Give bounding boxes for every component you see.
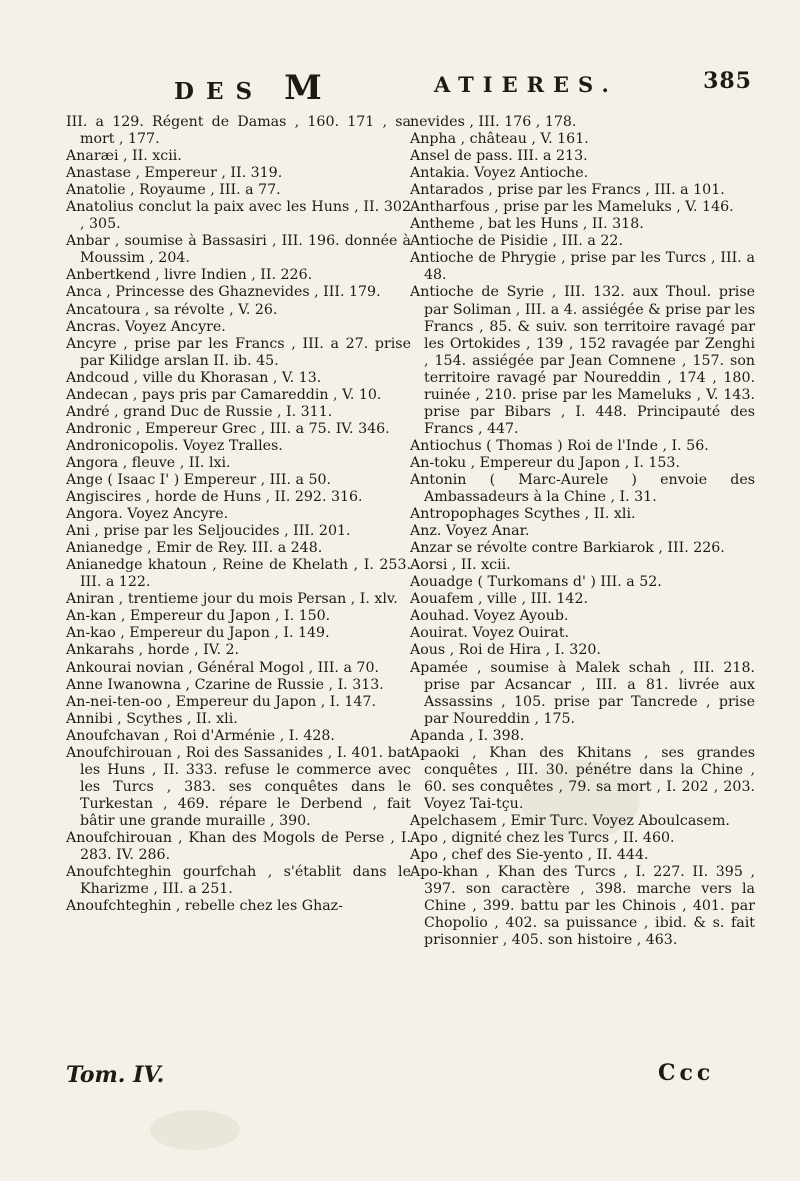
index-entry: Apo-khan , Khan des Turcs , I. 227. II. 395 , 397. son caractère , 398. marche vers la Chine , 399. battu par les Chinois , 401. par Chopolio , 402. sa puissance , ibid. & s. fait prisonnier , 405. son histoire , 463. <box>410 864 755 949</box>
index-entry: Aouafem , ville , III. 142. <box>410 591 588 608</box>
index-column-left <box>66 114 411 915</box>
index-entry: Ancras. Voyez Ancyre. <box>66 318 226 335</box>
index-entry: Anaræi , II. xcii. <box>66 148 182 165</box>
index-entry: Ankarahs , horde , IV. 2. <box>66 642 240 659</box>
index-entry: André , grand Duc de Russie , I. 311. <box>66 403 333 420</box>
index-entry: Aouadge ( Turkomans d' ) III. a 52. <box>410 574 662 591</box>
index-entry: Andronic , Empereur Grec , III. a 75. IV. 346. <box>66 420 390 437</box>
index-entry: Anca , Princesse des Ghaznevides , III. 179. <box>66 284 381 301</box>
index-entry: Angora , fleuve , II. lxi. <box>66 454 231 471</box>
index-entry: Antioche de Pisidie , III. a 22. <box>410 233 623 250</box>
index-entry: Anzar se révolte contre Barkiarok , III. 226. <box>410 540 725 557</box>
index-entry: Andcoud , ville du Khorasan , V. 13. <box>66 369 322 386</box>
index-entry: Ancatoura , sa révolte , V. 26. <box>66 301 278 318</box>
index-entry: Andronicopolis. Voyez Tralles. <box>66 437 283 454</box>
index-entry: Anianedge khatoun , Reine de Khelath , I. 253. III. a 122. <box>66 557 411 591</box>
paper-stain <box>150 1110 240 1150</box>
index-entry: Anoufchavan , Roi d'Arménie , I. 428. <box>66 727 335 744</box>
index-entry: Antheme , bat les Huns , II. 318. <box>410 216 644 233</box>
index-entry: III. a 129. Régent de Damas , 160. 171 , sa mort , 177. <box>66 114 411 148</box>
index-entry: Ange ( Isaac I' ) Empereur , III. a 50. <box>66 471 332 488</box>
running-header <box>52 68 752 108</box>
index-entry: Anbar , soumise à Bassasiri , III. 196. donnée à Moussim , 204. <box>66 233 411 267</box>
header-left <box>174 68 322 108</box>
index-entry: Anbertkend , livre Indien , II. 226. <box>66 267 313 284</box>
index-entry: Anatolie , Royaume , III. a 77. <box>66 182 281 199</box>
index-entry: Annibi , Scythes , II. xli. <box>66 710 238 727</box>
index-entry: Anoufchteghin , rebelle chez les Ghaz- <box>66 898 343 915</box>
index-entry: Antioche de Phrygie , prise par les Turcs , III. a 48. <box>410 250 755 284</box>
index-entry: Ancyre , prise par les Francs , III. a 27. prise par Kilidge arslan II. ib. 45. <box>66 335 411 369</box>
index-entry: Angiscires , horde de Huns , II. 292. 316. <box>66 489 363 506</box>
index-entry: Aniran , trentieme jour du mois Persan , I. xlv. <box>66 591 398 608</box>
header-right-text: ATIERES. <box>434 72 618 97</box>
index-entry: Apo , chef des Sie-yento , II. 444. <box>410 847 649 864</box>
index-entry: Anianedge , Emir de Rey. III. a 248. <box>66 540 323 557</box>
index-entry: Apamée , soumise à Malek schah , III. 218. prise par Acsancar , III. a 81. livrée aux Assassins , 105. prise par Tancrede , prise par Noureddin , 175. <box>410 659 755 727</box>
index-entry: An-toku , Empereur du Japon , I. 153. <box>410 454 680 471</box>
index-entry: Ansel de pass. III. a 213. <box>410 148 588 165</box>
index-entry: An-nei-ten-oo , Empereur du Japon , I. 147. <box>66 693 376 710</box>
index-entry: Antarados , prise par les Francs , III. a 101. <box>410 182 725 199</box>
index-entry: An-kao , Empereur du Japon , I. 149. <box>66 625 330 642</box>
index-entry: Anastase , Empereur , II. 319. <box>66 165 283 182</box>
index-entry: Antonin ( Marc-Aurele ) envoie des Ambassadeurs à la Chine , I. 31. <box>410 471 755 506</box>
index-entry: Anne Iwanowna , Czarine de Russie , I. 313. <box>66 676 384 693</box>
index-entry: Aous , Roi de Hira , I. 320. <box>410 642 601 659</box>
index-entry: Aouirat. Voyez Ouirat. <box>410 625 570 642</box>
index-entry: Aorsi , II. xcii. <box>410 557 511 574</box>
index-entry: Aouhad. Voyez Ayoub. <box>410 608 569 625</box>
index-entry: Angora. Voyez Ancyre. <box>66 506 229 523</box>
index-entry: Apelchasem , Emir Turc. Voyez Aboulcasem. <box>410 812 730 829</box>
index-entry: Antropophages Scythes , II. xli. <box>410 506 636 523</box>
volume-mark: Tom. IV. <box>66 1062 165 1088</box>
index-entry: nevides , III. 176 , 178. <box>410 114 577 130</box>
index-entry: Antioche de Syrie , III. 132. aux Thoul. prise par Soliman , III. a 4. assiégée & prise par les Francs , 85. & suiv. son territoire ravagé par les Ortokides , 139 , 152 ravagée par Zenghi , 154. assiégée par Jean Comnene , 157. son territoire ravagé par Noureddin , 174 , 180. ruinée , 210. prise par les Mameluks , V. 143. prise par Bibars , I. 448. Principauté des Francs , 447. <box>410 284 755 437</box>
index-entry: Antiochus ( Thomas ) Roi de l'Inde , I. 56. <box>410 437 709 454</box>
page-number: 385 <box>703 68 752 94</box>
index-entry: Apo , dignité chez les Turcs , II. 460. <box>410 829 675 846</box>
signature-mark: Ccc <box>658 1060 715 1086</box>
index-entry: Anz. Voyez Anar. <box>410 523 530 540</box>
index-entry: Anoufchirouan , Khan des Mogols de Perse , I. 283. IV. 286. <box>66 829 411 864</box>
index-entry: Anpha , château , V. 161. <box>410 131 589 148</box>
index-entry: Antharfous , prise par les Mameluks , V. 146. <box>410 199 734 216</box>
index-entry: Ankourai novian , Général Mogol , III. a 70. <box>66 659 379 676</box>
index-entry: Ani , prise par les Seljoucides , III. 201. <box>66 523 351 540</box>
index-column-right <box>410 114 755 949</box>
header-left-text: DES <box>174 78 265 105</box>
index-entry: Anatolius conclut la paix avec les Huns , II. 302 , 305. <box>66 199 411 233</box>
index-entry: Andecan , pays pris par Camareddin , V. 10. <box>66 386 382 403</box>
index-entry: Apaoki , Khan des Khitans , ses grandes conquêtes , III. 30. pénétre dans la Chine , 60. ses conquêtes , 79. sa mort , I. 202 , 203. Voyez Tai-tçu. <box>410 744 755 812</box>
header-big-letter: M <box>284 68 322 108</box>
index-entry: Antakia. Voyez Antioche. <box>410 165 589 182</box>
index-entry: An-kan , Empereur du Japon , I. 150. <box>66 608 331 625</box>
index-entry: Anoufchirouan , Roi des Sassanides , I. 401. bat les Huns , II. 333. refuse le commerce avec les Turcs , 383. ses conquêtes dans le Turkestan , 469. répare le Derbend , fait bâtir une grande muraille , 390. <box>66 744 411 829</box>
index-entry: Anoufchteghin gourfchah , s'établit dans le Kharizme , III. a 251. <box>66 864 411 898</box>
index-entry: Apanda , I. 398. <box>410 727 525 744</box>
